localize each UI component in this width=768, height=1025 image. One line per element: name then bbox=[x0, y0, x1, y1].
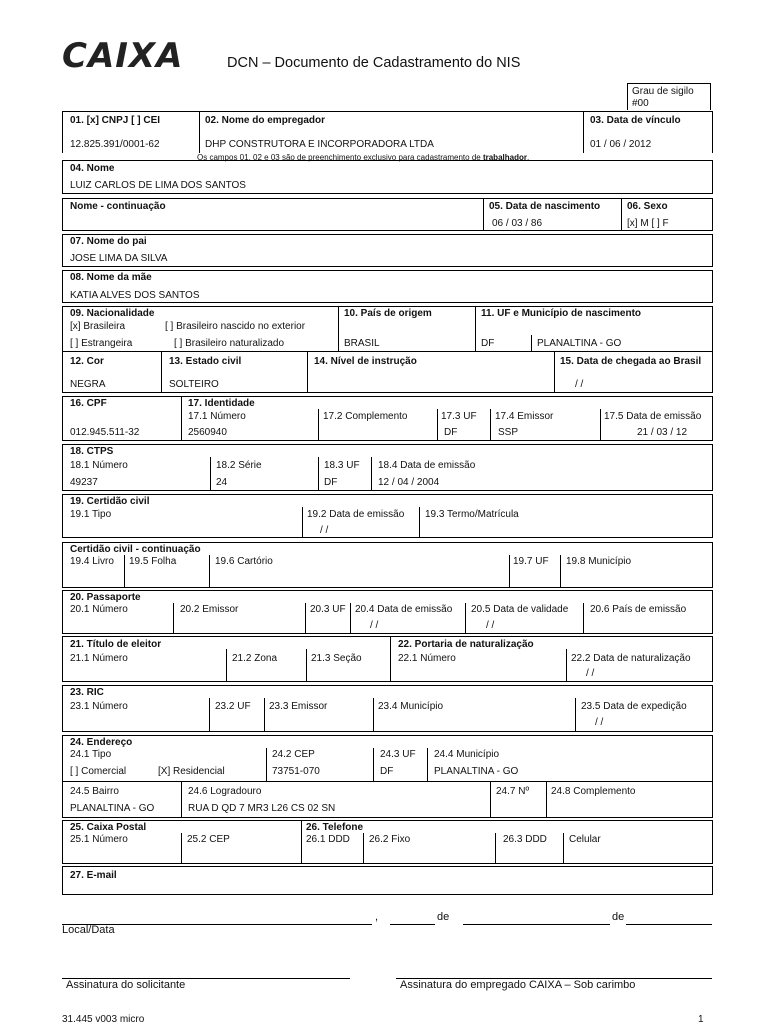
option-comercial[interactable]: [ ] Comercial bbox=[70, 766, 127, 777]
rule bbox=[373, 698, 374, 732]
label-logradouro: 24.6 Logradouro bbox=[188, 786, 262, 797]
label-telefone-ddd: 26.1 DDD bbox=[306, 834, 350, 845]
label-passaporte-data-emissao: 20.4 Data de emissão bbox=[355, 604, 453, 615]
label-celular: Celular bbox=[569, 834, 601, 845]
value-nome-mae[interactable]: KATIA ALVES DOS SANTOS bbox=[70, 290, 200, 301]
option-brasileira[interactable]: [x] Brasileira bbox=[70, 321, 126, 332]
label-celular-ddd: 26.3 DDD bbox=[503, 834, 547, 845]
value-sexo[interactable]: [x] M [ ] F bbox=[627, 218, 669, 229]
label-passaporte-pais: 20.6 País de emissão bbox=[590, 604, 687, 615]
label-endereco: 24. Endereço bbox=[70, 737, 133, 748]
label-uf-municipio-nascimento: 11. UF e Município de nascimento bbox=[481, 308, 642, 319]
rule bbox=[318, 457, 319, 491]
label-ctps-data-emissao: 18.4 Data de emissão bbox=[378, 460, 476, 471]
label-ctps-numero: 18.1 Número bbox=[70, 460, 128, 471]
value-ctps-serie[interactable]: 24 bbox=[216, 477, 228, 488]
day-line bbox=[390, 924, 435, 925]
value-uf-nascimento[interactable]: DF bbox=[481, 338, 495, 349]
value-ctps-uf[interactable]: DF bbox=[324, 477, 338, 488]
label-passaporte: 20. Passaporte bbox=[70, 592, 141, 603]
label-ctps-serie: 18.2 Série bbox=[216, 460, 262, 471]
label-nome-mae: 08. Nome da mãe bbox=[70, 272, 152, 283]
sigilo-label: Grau de sigilo bbox=[632, 86, 694, 97]
rule bbox=[419, 507, 420, 538]
value-nome-pai[interactable]: JOSE LIMA DA SILVA bbox=[70, 253, 168, 264]
sigilo-box bbox=[627, 83, 711, 110]
rule bbox=[226, 649, 227, 682]
exclusive-note: Os campos 01, 02 e 03 são de preenchimento exclusivo para cadastramento de trabalhador. bbox=[197, 153, 530, 162]
label-ric-municipio: 23.4 Município bbox=[378, 701, 444, 712]
label-endereco-tipo: 24.1 Tipo bbox=[70, 749, 112, 760]
rule bbox=[318, 409, 319, 441]
value-cnpj[interactable]: 12.825.391/0001-62 bbox=[70, 139, 160, 150]
value-logradouro[interactable]: RUA D QD 7 MR3 L26 CS 02 SN bbox=[188, 803, 336, 814]
rule bbox=[490, 409, 491, 441]
rule bbox=[490, 782, 491, 818]
value-certidao-data-emissao[interactable]: / / bbox=[320, 525, 329, 536]
rule bbox=[363, 833, 364, 864]
rule bbox=[509, 555, 510, 588]
value-nome[interactable]: LUIZ CARLOS DE LIMA DOS SANTOS bbox=[70, 180, 246, 191]
label-passaporte-uf: 20.3 UF bbox=[310, 604, 346, 615]
label-caixa-postal: 25. Caixa Postal bbox=[70, 822, 147, 833]
rule bbox=[173, 603, 174, 634]
month-line bbox=[463, 924, 610, 925]
label-certidao-livro: 19.4 Livro bbox=[70, 556, 114, 567]
value-ric-data-expedicao[interactable]: / / bbox=[595, 717, 604, 728]
label-identidade-emissor: 17.4 Emissor bbox=[495, 411, 554, 422]
value-endereco-municipio[interactable]: PLANALTINA - GO bbox=[434, 766, 519, 777]
rule bbox=[437, 409, 438, 441]
signature-empregado: Assinatura do empregado CAIXA – Sob carimbo bbox=[400, 979, 636, 991]
value-identidade-uf[interactable]: DF bbox=[444, 427, 458, 438]
label-data-vinculo: 03. Data de vínculo bbox=[590, 115, 681, 126]
label-cpf: 16. CPF bbox=[70, 398, 107, 409]
value-ctps-numero[interactable]: 49237 bbox=[70, 477, 98, 488]
option-nascido-exterior[interactable]: [ ] Brasileiro nascido no exterior bbox=[165, 321, 306, 332]
rule bbox=[305, 603, 306, 634]
value-cor[interactable]: NEGRA bbox=[70, 379, 106, 390]
rule bbox=[306, 649, 307, 682]
label-endereco-uf: 24.3 UF bbox=[380, 749, 416, 760]
value-nome-empregador[interactable]: DHP CONSTRUTORA E INCORPORADORA LTDA bbox=[205, 139, 434, 150]
rule bbox=[210, 457, 211, 491]
value-estado-civil[interactable]: SOLTEIRO bbox=[169, 379, 219, 390]
rule bbox=[181, 396, 182, 441]
label-nivel-instrucao: 14. Nível de instrução bbox=[314, 356, 417, 367]
rule bbox=[427, 748, 428, 782]
de-label-2: de bbox=[612, 911, 625, 923]
rule bbox=[302, 507, 303, 538]
label-estado-civil: 13. Estado civil bbox=[169, 356, 242, 367]
rule bbox=[390, 636, 391, 682]
rule bbox=[621, 198, 622, 231]
rule bbox=[209, 555, 210, 588]
label-cnpj-cei: 01. [x] CNPJ [ ] CEI bbox=[70, 115, 161, 126]
rule bbox=[465, 603, 466, 634]
label-nome: 04. Nome bbox=[70, 163, 115, 174]
box-email bbox=[62, 866, 713, 895]
label-data-nascimento: 05. Data de nascimento bbox=[489, 201, 601, 212]
value-passaporte-validade[interactable]: / / bbox=[486, 620, 495, 631]
label-identidade-numero: 17.1 Número bbox=[188, 411, 246, 422]
rule bbox=[181, 782, 182, 818]
label-identidade-uf: 17.3 UF bbox=[441, 411, 477, 422]
rule bbox=[350, 603, 351, 634]
label-ctps: 18. CTPS bbox=[70, 446, 114, 457]
rule bbox=[266, 748, 267, 782]
label-nacionalidade: 09. Nacionalidade bbox=[70, 308, 155, 319]
label-ric-emissor: 23.3 Emissor bbox=[269, 701, 328, 712]
value-identidade-data-emissao[interactable]: 21 / 03 / 12 bbox=[637, 427, 688, 438]
year-line bbox=[626, 924, 712, 925]
label-ric-numero: 23.1 Número bbox=[70, 701, 128, 712]
label-nome-pai: 07. Nome do pai bbox=[70, 236, 147, 247]
label-ric: 23. RIC bbox=[70, 687, 104, 698]
value-data-naturalizacao[interactable]: / / bbox=[586, 668, 595, 679]
label-passaporte-emissor: 20.2 Emissor bbox=[180, 604, 239, 615]
label-telefone-fixo: 26.2 Fixo bbox=[369, 834, 411, 845]
label-caixa-postal-numero: 25.1 Número bbox=[70, 834, 128, 845]
label-cor: 12. Cor bbox=[70, 356, 104, 367]
label-portaria-numero: 22.1 Número bbox=[398, 653, 456, 664]
sigilo-value: #00 bbox=[632, 98, 649, 109]
rule bbox=[712, 111, 713, 153]
label-certidao-civil: 19. Certidão civil bbox=[70, 496, 150, 507]
rule bbox=[554, 352, 555, 393]
rule bbox=[563, 833, 564, 864]
label-ric-data-expedicao: 23.5 Data de expedição bbox=[581, 701, 687, 712]
document-title: DCN – Documento de Cadastramento do NIS bbox=[227, 55, 521, 71]
label-sexo: 06. Sexo bbox=[627, 201, 668, 212]
form-code: 31.445 v003 micro bbox=[62, 1014, 145, 1025]
caixa-logo: CAIXA bbox=[62, 36, 184, 76]
rule bbox=[583, 603, 584, 634]
label-complemento-endereco: 24.8 Complemento bbox=[551, 786, 636, 797]
label-ctps-uf: 18.3 UF bbox=[324, 460, 360, 471]
value-endereco-uf[interactable]: DF bbox=[380, 766, 394, 777]
label-data-chegada: 15. Data de chegada ao Brasil bbox=[560, 356, 702, 367]
de-label-1: de bbox=[437, 911, 450, 923]
label-numero-endereco: 24.7 Nº bbox=[496, 786, 530, 797]
rule bbox=[483, 198, 484, 231]
value-cpf[interactable]: 012.945.511-32 bbox=[70, 427, 140, 438]
rule bbox=[62, 160, 712, 161]
label-telefone: 26. Telefone bbox=[306, 822, 364, 833]
label-certidao-uf: 19.7 UF bbox=[513, 556, 549, 567]
label-pais-origem: 10. País de origem bbox=[344, 308, 432, 319]
rule bbox=[264, 698, 265, 732]
rule bbox=[62, 111, 712, 112]
rule bbox=[338, 306, 339, 352]
rule bbox=[531, 335, 532, 352]
value-passaporte-data-emissao[interactable]: / / bbox=[370, 620, 379, 631]
rule bbox=[181, 833, 182, 864]
label-endereco-municipio: 24.4 Município bbox=[434, 749, 500, 760]
rule bbox=[199, 111, 200, 153]
value-ctps-data-emissao[interactable]: 12 / 04 / 2004 bbox=[378, 477, 440, 488]
label-bairro: 24.5 Bairro bbox=[70, 786, 119, 797]
value-bairro[interactable]: PLANALTINA - GO bbox=[70, 803, 155, 814]
rule bbox=[161, 352, 162, 393]
value-data-vinculo[interactable]: 01 / 06 / 2012 bbox=[590, 139, 652, 150]
label-nome-continuacao: Nome - continuação bbox=[70, 201, 166, 212]
rule bbox=[566, 649, 567, 682]
label-identidade-complemento: 17.2 Complemento bbox=[323, 411, 408, 422]
value-municipio-nascimento[interactable]: PLANALTINA - GO bbox=[537, 338, 622, 349]
label-certidao-folha: 19.5 Folha bbox=[129, 556, 177, 567]
label-identidade-data-emissao: 17.5 Data de emissão bbox=[604, 411, 702, 422]
label-certidao-continuacao: Certidão civil - continuação bbox=[70, 544, 201, 555]
rule bbox=[546, 782, 547, 818]
label-titulo-zona: 21.2 Zona bbox=[232, 653, 278, 664]
value-identidade-emissor[interactable]: SSP bbox=[498, 427, 519, 438]
label-passaporte-validade: 20.5 Data de validade bbox=[471, 604, 569, 615]
rule bbox=[124, 555, 125, 588]
label-titulo-numero: 21.1 Número bbox=[70, 653, 128, 664]
rule bbox=[475, 306, 476, 352]
rule bbox=[62, 111, 63, 153]
label-certidao-cartorio: 19.6 Cartório bbox=[215, 556, 273, 567]
page-number: 1 bbox=[698, 1014, 704, 1025]
label-certidao-termo: 19.3 Termo/Matrícula bbox=[425, 509, 519, 520]
value-data-nascimento[interactable]: 06 / 03 / 86 bbox=[492, 218, 543, 229]
option-residencial[interactable]: [X] Residencial bbox=[158, 766, 225, 777]
value-identidade-numero[interactable]: 2560940 bbox=[188, 427, 227, 438]
label-certidao-tipo: 19.1 Tipo bbox=[70, 509, 112, 520]
option-estrangeira[interactable]: [ ] Estrangeira bbox=[70, 338, 133, 349]
option-naturalizado[interactable]: [ ] Brasileiro naturalizado bbox=[174, 338, 285, 349]
signature-solicitante: Assinatura do solicitante bbox=[66, 979, 186, 991]
rule bbox=[301, 820, 302, 864]
label-passaporte-numero: 20.1 Número bbox=[70, 604, 128, 615]
rule bbox=[209, 698, 210, 732]
rule bbox=[495, 833, 496, 864]
label-ric-uf: 23.2 UF bbox=[215, 701, 251, 712]
label-endereco-cep: 24.2 CEP bbox=[272, 749, 315, 760]
rule bbox=[371, 457, 372, 491]
label-titulo-secao: 21.3 Seção bbox=[311, 653, 362, 664]
rule bbox=[560, 555, 561, 588]
rule bbox=[307, 352, 308, 393]
label-titulo-eleitor: 21. Título de eleitor bbox=[70, 639, 162, 650]
rule bbox=[583, 111, 584, 153]
label-certidao-data-emissao: 19.2 Data de emissão bbox=[307, 509, 405, 520]
label-identidade: 17. Identidade bbox=[188, 398, 255, 409]
comma: , bbox=[375, 911, 379, 923]
label-data-naturalizacao: 22.2 Data de naturalização bbox=[571, 653, 691, 664]
label-portaria-naturalizacao: 22. Portaria de naturalização bbox=[398, 639, 534, 650]
local-data-label: Local/Data bbox=[62, 924, 115, 936]
rule bbox=[373, 748, 374, 782]
rule bbox=[575, 698, 576, 732]
value-pais-origem[interactable]: BRASIL bbox=[344, 338, 380, 349]
value-data-chegada[interactable]: / / bbox=[575, 379, 584, 390]
rule bbox=[600, 409, 601, 441]
label-certidao-municipio: 19.8 Município bbox=[566, 556, 632, 567]
label-caixa-postal-cep: 25.2 CEP bbox=[187, 834, 230, 845]
label-email: 27. E-mail bbox=[70, 870, 117, 881]
value-endereco-cep[interactable]: 73751-070 bbox=[272, 766, 320, 777]
label-nome-empregador: 02. Nome do empregador bbox=[205, 115, 326, 126]
